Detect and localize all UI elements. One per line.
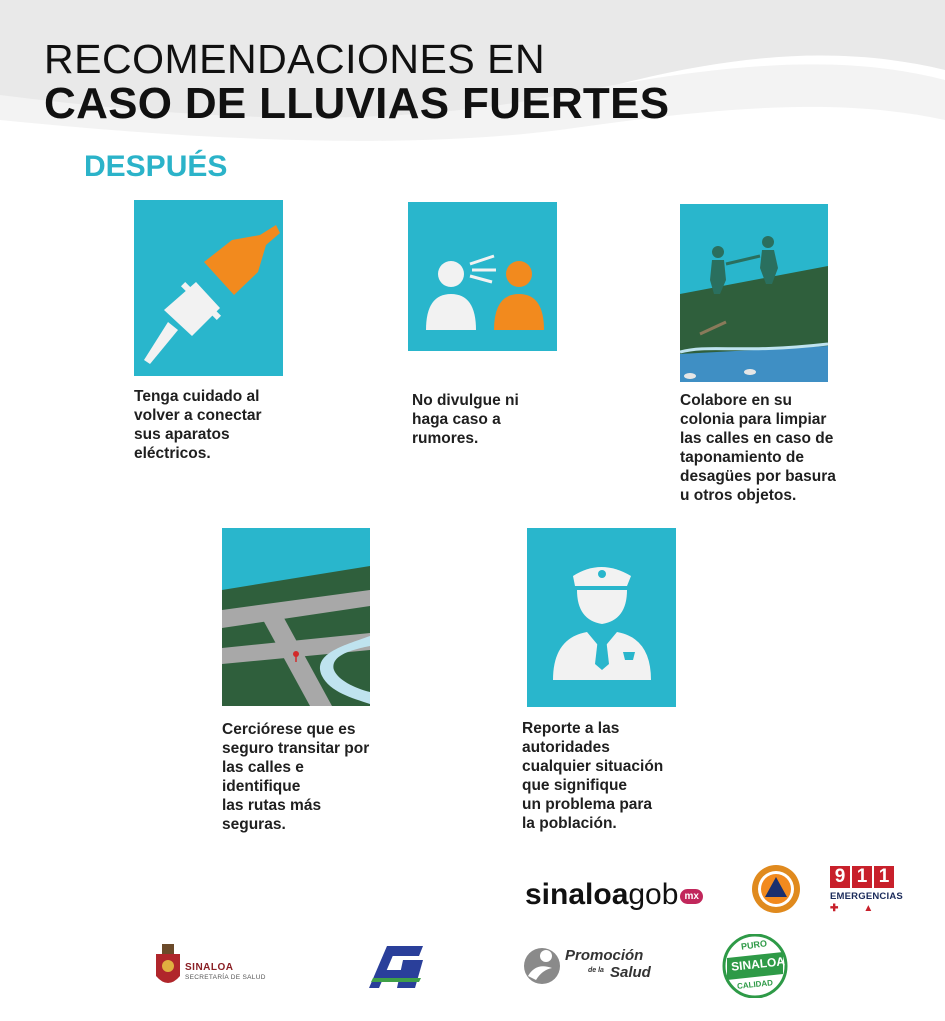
police-officer-icon [527, 528, 676, 707]
map-route-icon [222, 528, 370, 706]
card-5-text: Reporte a las autoridades cualquier situación que signifique un problema para la población. [522, 720, 664, 832]
plug-icon [134, 200, 283, 376]
card-4-text: Cerciórese que es seguro transitar por las calles e identifique las rutas más seguras. [222, 721, 370, 833]
puro-sinaloa-logo: PURO SINALOA CALIDAD [721, 934, 789, 998]
section-heading: DESPUÉS [84, 150, 228, 183]
promocion-salud-logo: Promoción de la Salud [522, 944, 662, 990]
people-talking-icon [408, 202, 557, 351]
911-emergencias-logo: 9 1 1 EMERGENCIAS ✚ ▲ [830, 866, 903, 914]
cleanup-icon [680, 204, 828, 382]
card-3-text: Colabore en su colonia para limpiar las calles en caso de taponamiento de desagües por basura u otros objetos. [680, 392, 836, 504]
sinaloagob-logo: sinaloagob mx [525, 878, 703, 912]
secretaria-salud-logo: SINALOA SECRETARÍA DE SALUD [154, 942, 274, 992]
proteccion-civil-logo [751, 862, 801, 916]
institutional-logo [367, 944, 425, 990]
card-2-text: No divulgue ni haga caso a rumores. [412, 392, 519, 447]
title-line-2: CASO DE LLUVIAS FUERTES [44, 79, 670, 128]
title-line-1: RECOMENDACIONES EN [44, 36, 546, 82]
card-1-text: Tenga cuidado al volver a conectar sus aparatos eléctricos. [134, 388, 262, 462]
